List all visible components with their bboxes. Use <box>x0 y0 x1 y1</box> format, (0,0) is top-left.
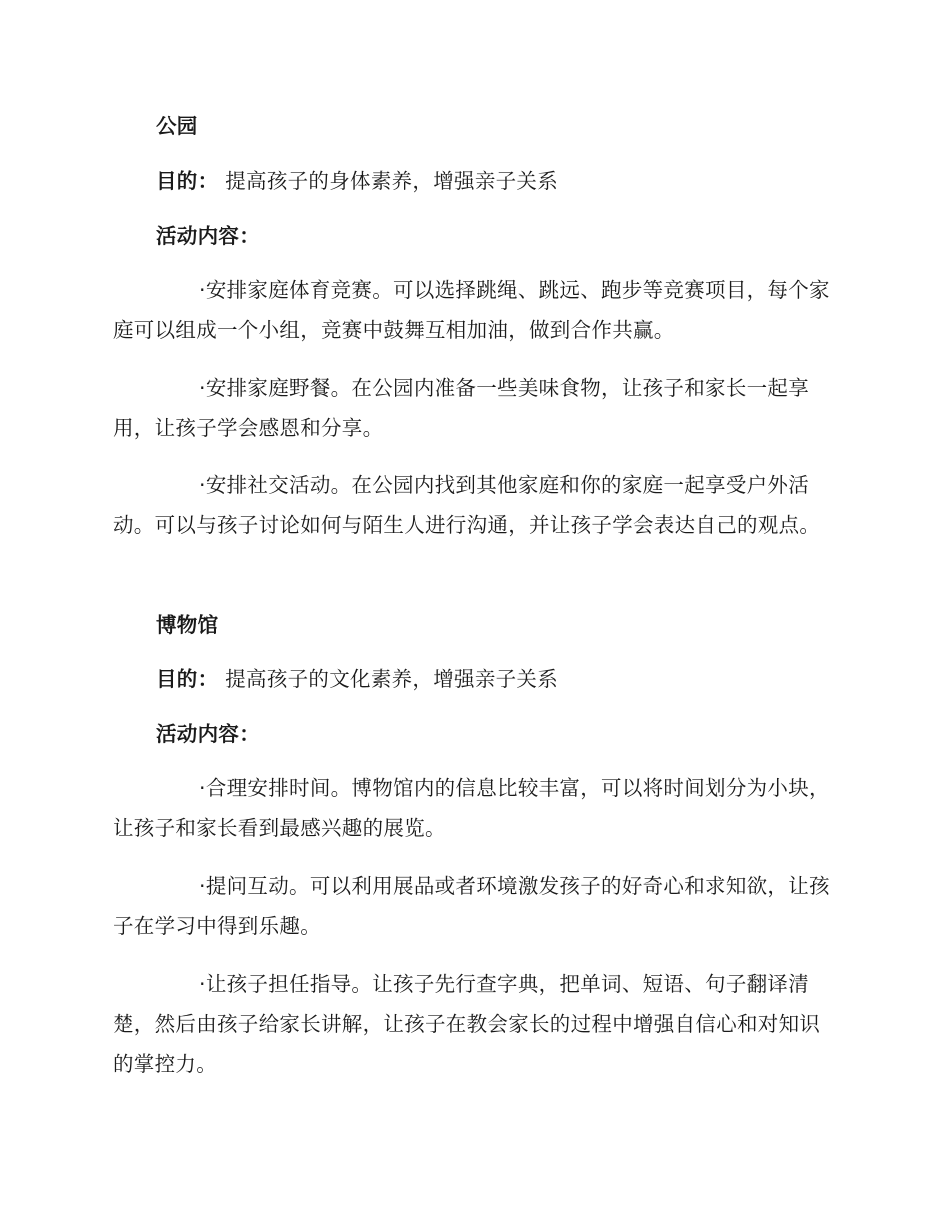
purpose-label: 目的： <box>156 667 219 691</box>
list-item-text: 提问互动。可以利用展品或者环境激发孩子的好奇心和求知欲，让孩子在学习中得到乐趣。 <box>113 874 830 938</box>
purpose-label: 目的： <box>156 169 219 193</box>
bullet-icon: · <box>199 473 206 497</box>
section-title-park: 公园 <box>156 114 198 138</box>
list-item <box>113 768 833 848</box>
list-item-text: 安排家庭野餐。在公园内准备一些美味食物，让孩子和家长一起享用，让孩子学会感恩和分享。 <box>113 376 810 440</box>
list-item-text: 合理安排时间。博物馆内的信息比较丰富，可以将时间划分为小块，让孩子和家长看到最感兴趣的展览。 <box>113 776 830 840</box>
bullet-icon: · <box>199 972 206 996</box>
bullet-icon: · <box>199 376 206 400</box>
content-label-park: 活动内容： <box>156 224 260 248</box>
purpose-text: 提高孩子的文化素养，增强亲子关系 <box>225 667 559 691</box>
list-item-text: 安排社交活动。在公园内找到其他家庭和你的家庭一起享受户外活动。可以与孩子讨论如何与陌生人进行沟通，并让孩子学会表达自己的观点。 <box>113 473 821 537</box>
purpose-text: 提高孩子的身体素养，增强亲子关系 <box>225 169 559 193</box>
section-purpose-park <box>113 161 833 201</box>
bullet-icon: · <box>199 776 206 800</box>
list-item <box>113 270 833 350</box>
list-item-text: 让孩子担任指导。让孩子先行查字典，把单词、短语、句子翻译清楚，然后由孩子给家长讲解，让孩子在教会家长的过程中增强自信心和对知识的掌控力。 <box>113 972 821 1076</box>
list-item <box>113 368 833 448</box>
bullet-icon: · <box>199 874 206 898</box>
list-item <box>113 866 833 946</box>
section-purpose-museum <box>113 659 833 699</box>
bullet-icon: · <box>199 278 206 302</box>
section-title-museum: 博物馆 <box>156 613 219 637</box>
list-item <box>113 964 833 1084</box>
list-item-text: 安排家庭体育竞赛。可以选择跳绳、跳远、跑步等竞赛项目，每个家庭可以组成一个小组，竞赛中鼓舞互相加油，做到合作共赢。 <box>113 278 830 342</box>
list-item <box>113 465 833 545</box>
content-label-museum: 活动内容： <box>156 722 260 746</box>
